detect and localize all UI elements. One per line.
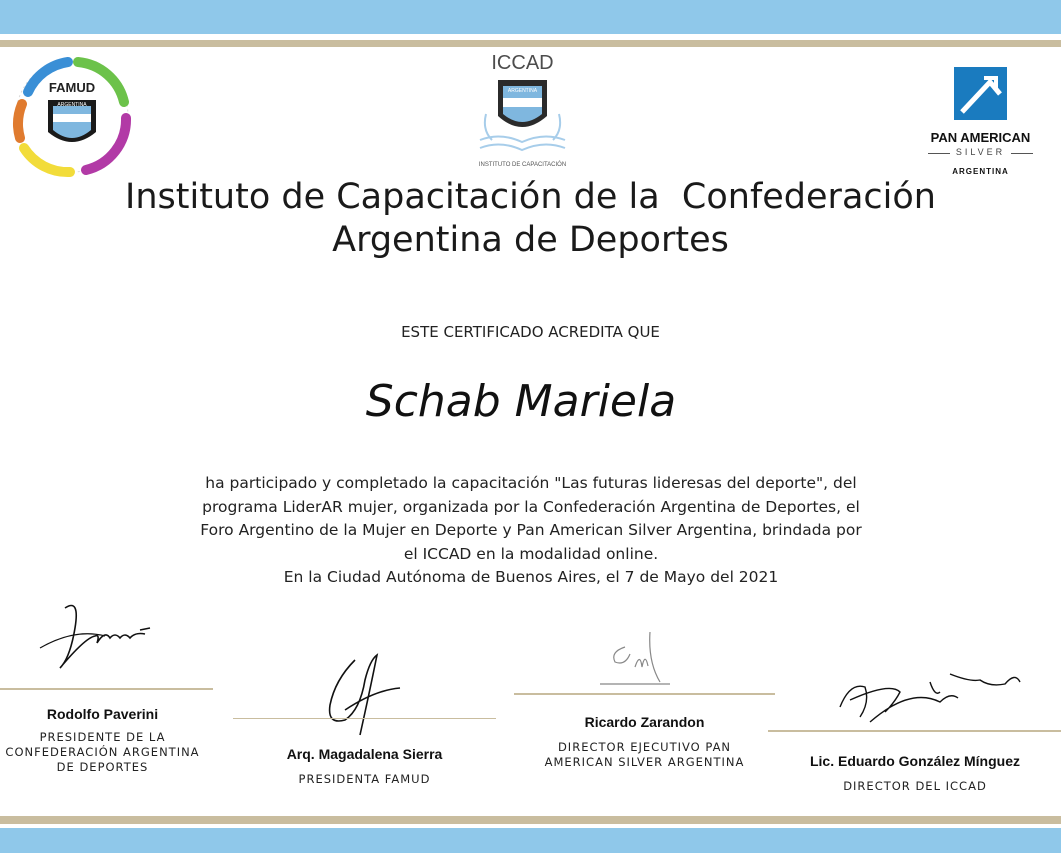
- famud-logo-text: FAMUD: [48, 80, 96, 95]
- signature-line: [0, 688, 213, 690]
- signatory-name: Rodolfo Paverini: [46, 706, 159, 722]
- iccad-shield-text: ARGENTINA: [507, 88, 538, 94]
- pan-american-silver-logo: [918, 62, 1043, 182]
- famud-shield-text: ARGENTINA: [57, 102, 87, 108]
- iccad-caption: INSTITUTO DE CAPACITACIÓN: [478, 162, 567, 168]
- signature-sierra: [315, 650, 415, 740]
- bottom-tan-band: [0, 816, 1061, 824]
- role-line: DE DEPORTES: [56, 760, 149, 774]
- body-line: ha participado y completado la capacitación "Las futuras lideresas del deporte", del: [205, 474, 857, 492]
- signatory-name: Ricardo Zarandon: [584, 714, 705, 730]
- signatory-name: Arq. Magadalena Sierra: [286, 746, 443, 762]
- role-line: AMERICAN SILVER ARGENTINA: [544, 755, 745, 769]
- recipient-name: Schab Mariela: [365, 376, 677, 427]
- pas-logo-rule-right: [1011, 153, 1033, 154]
- role-line: DIRECTOR DEL ICCAD: [843, 779, 987, 793]
- signature-gonzalez-minguez: [830, 662, 1030, 732]
- signatory-role: [514, 740, 775, 770]
- signatory-name: Lic. Eduardo González Mínguez: [809, 753, 1020, 769]
- certificate-title-line1: Instituto de Capacitación de la Confederación: [125, 177, 936, 217]
- body-line: el ICCAD en la modalidad online.: [403, 544, 659, 563]
- signatory-role: [0, 730, 205, 775]
- certificate-title: [0, 176, 1061, 262]
- role-line: PRESIDENTA FAMUD: [298, 772, 431, 786]
- body-date-line: En la Ciudad Autónoma de Buenos Aires, el 7 de Mayo del 2021: [283, 568, 779, 586]
- top-tan-band: [0, 40, 1061, 47]
- signature-paverini: [35, 598, 165, 678]
- famud-logo: [8, 52, 136, 180]
- role-line: DIRECTOR EJECUTIVO PAN: [557, 740, 732, 754]
- signatory-role: [233, 772, 496, 787]
- pas-logo-line2: SILVER: [955, 147, 1006, 157]
- bottom-blue-band: [0, 828, 1061, 853]
- certificate-title-line2: Argentina de Deportes: [332, 220, 729, 260]
- signature-line: [233, 718, 496, 719]
- iccad-logo-text: ICCAD: [491, 52, 554, 74]
- pas-logo-line1: PAN AMERICAN: [930, 130, 1031, 145]
- role-line: CONFEDERACIÓN ARGENTINA: [5, 745, 200, 759]
- body-line: Foro Argentino de la Mujer en Deporte y Pan American Silver Argentina, brindada por: [200, 521, 862, 539]
- signature-line: [768, 730, 1061, 732]
- certificate-body: [160, 472, 902, 590]
- role-line: PRESIDENTE DE LA: [39, 730, 166, 744]
- iccad-logo: [470, 52, 575, 168]
- pas-logo-line3: ARGENTINA: [952, 167, 1009, 176]
- signature-line: [514, 693, 775, 695]
- top-blue-band: [0, 0, 1061, 34]
- certifies-text: ESTE CERTIFICADO ACREDITA QUE: [401, 323, 660, 341]
- body-line: programa LiderAR mujer, organizada por la Confederación Argentina de Deportes, el: [202, 497, 860, 516]
- signatory-role: [780, 779, 1050, 794]
- signature-zarandon: [590, 622, 680, 692]
